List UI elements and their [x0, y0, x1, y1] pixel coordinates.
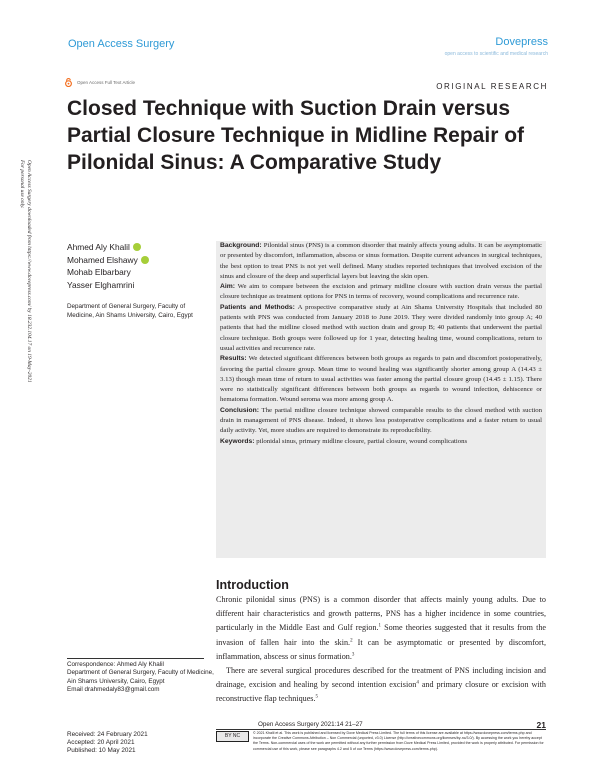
author-name: Yasser Elghamrini: [67, 279, 135, 290]
publisher-name: Dovepress: [495, 36, 548, 48]
introduction-heading: Introduction: [216, 578, 289, 592]
orcid-icon[interactable]: [133, 243, 141, 251]
publisher-logo: [445, 36, 548, 57]
date-accepted: Accepted: 20 April 2021: [67, 739, 135, 747]
introduction-paragraph: [216, 593, 546, 664]
abstract-conclusion-text: The partial midline closure technique showed comparable results to the closed method with suction drain in management of PNS disease. Indeed, it shows less postoperative complications and a faster return to usual daily activity. Yet, more studies are required to demonstrate its reproducibility.: [220, 406, 542, 435]
correspondence-name: Correspondence: Ahmed Aly Khalil: [67, 661, 164, 668]
download-banner-line2: For personal use only.: [19, 160, 25, 209]
intro-text: It can be asymptomatic or presented by discomfort, inflammation, abscess or sinus formation.: [216, 637, 546, 661]
abstract-background-label: Background:: [220, 242, 262, 249]
author-name: Ahmed Aly Khalil: [67, 242, 130, 252]
introduction-body: [216, 593, 546, 707]
abstract-aim: [220, 282, 542, 303]
citation-link[interactable]: 2: [350, 637, 353, 643]
abstract-results-label: Results:: [220, 355, 247, 363]
open-access-label: Open Access Full Text Article: [77, 80, 135, 85]
download-banner: [19, 160, 32, 560]
abstract-aim-label: Aim:: [220, 283, 235, 291]
article-section: ORIGINAL RESEARCH: [436, 82, 548, 91]
correspondence: [67, 661, 217, 695]
abstract-results-text: We detected significant differences between both groups as regards to pain and discomfort postoperatively, favoring the partial closure group. Mean time to wound healing was significantly shorter among group A (14.43 ± 3.13) though mean time of return to usual activities was faster among the partial closure group (14.45 ± 1.15). There were no statistically significant differences between both groups as regards to wound infection, dehiscence or hematoma formation. Wound seroma was more among group A.: [220, 355, 542, 404]
abstract-box: [216, 241, 546, 558]
intro-text: There are several surgical procedures described for the treatment of PNS including incision and drainage, excision and healing by second intention excision: [216, 666, 546, 690]
author-name: Mohab Elbarbary: [67, 267, 131, 278]
citation-link[interactable]: 3: [351, 652, 355, 658]
affiliation: Department of General Surgery, Faculty of Medicine, Ain Shams University, Cairo, Egypt: [67, 303, 193, 319]
intro-text: and primary closure or excision with reconstructive flap techniques.: [216, 680, 546, 704]
abstract-aim-text: We aim to compare between the excision and primary midline closure with suction drain versus the partial closure technique as treatment options for PNS in terms of recovery, wound complications and recurrence rate.: [220, 283, 542, 301]
introduction-paragraph: [216, 664, 546, 707]
citation-link[interactable]: 5: [315, 694, 318, 700]
correspondence-dept: Department of General Surgery, Faculty of Medicine, Ain Shams University, Cairo, Egypt: [67, 669, 214, 685]
correspondence-divider: [67, 658, 204, 659]
publisher-tagline: open access to scientific and medical research: [444, 51, 548, 57]
license-text: © 2021 Khalil et al. This work is published and licensed by Dove Medical Press Limited. The full terms of this license are available at https://www.dovepress.com/terms.php and incorporate the Creative Commons Attribution – Non Commercial (unported, v3.0) License (http://creativecommons.org/licenses/by-nc/3.0/). By accessing the work you hereby accept the Terms. Non-commercial uses of the work are permitted without any further permission from Dove Medical Press Limited, provided the work is properly attributed. For permission for commercial use of this work, please see paragraphs 4.2 and 5 of our Terms (https://www.dovepress.com/terms.php).: [253, 731, 544, 751]
abstract-conclusion: [220, 406, 542, 437]
article-dates: [67, 731, 148, 756]
intro-text: Chronic pilonidal sinus (PNS) is a common disorder that affects mainly young adults. Due to different hair characteristics and growth patterns, PNS has a higher incidence in some countries, particularly in the Middle East and Gulf region.: [216, 595, 546, 633]
intro-text: Some theories suggested that it results from the invasion of fallen hair into the skin.: [216, 623, 546, 647]
footer-citation: Open Access Surgery 2021:14 21–27: [258, 721, 363, 728]
abstract-background-text: Pilonidal sinus (PNS) is a common disorder that mainly affects young adults. It can be asymptomatic or presented by discomfort, inflammation, abscess or sinus formation. Despite current advances in surgical techniques, the best option to treat PNS is not yet well defined. Many studies reported techniques that involved excision of the sinus and closure of the deep and superficial layers but leaving the skin open.: [220, 242, 542, 280]
author-name: Mohamed Elshawy: [67, 254, 138, 265]
cc-license-icon[interactable]: [216, 731, 249, 742]
cc-label: BY NC: [224, 732, 241, 739]
abstract-background: [220, 241, 542, 282]
footer-divider: [216, 729, 546, 730]
download-banner-text: [18, 160, 32, 383]
open-access-lock-icon: [64, 78, 73, 87]
abstract-keywords-text: pilonidal sinus, primary midline closure, partial closure, wound complications: [256, 437, 468, 445]
journal-name: Open Access Surgery: [68, 38, 175, 50]
abstract-methods: [220, 303, 542, 354]
author-item: [67, 241, 149, 254]
abstract-keywords: [220, 437, 542, 447]
author-list: [67, 241, 149, 291]
article-title: Closed Technique with Suction Drain versus Partial Closure Technique in Midline Repair of Pilonidal Sinus: A Comparative Study: [67, 97, 525, 174]
license-block: [216, 731, 546, 752]
citation-link[interactable]: 1: [378, 623, 382, 629]
author-item: [67, 266, 149, 279]
citation-link[interactable]: 4: [416, 680, 419, 686]
abstract-results: [220, 354, 542, 405]
date-published: Published: 10 May 2021: [67, 747, 136, 755]
abstract-methods-label: Patients and Methods:: [220, 303, 295, 311]
abstract-keywords-label: Keywords:: [220, 437, 255, 445]
abstract-methods-text: A prospective comparative study at Ain Shams University Hospitals that included 80 patients with PNS was conducted from January 2018 to June 2019. They were divided randomly into group A; 40 patients that had the midline closed method with suction drain and group B; 40 patients that underwent the partial closure technique. Both groups were followed up for 1 year, detecting healing time, wound complications, return to usual activities and recurrence rate.: [220, 303, 542, 352]
open-access-badge: [64, 78, 135, 87]
correspondence-email[interactable]: Email drahmedaly83@gmail.com: [67, 686, 160, 694]
author-item: [67, 279, 149, 292]
page-number: 21: [536, 720, 546, 730]
orcid-icon[interactable]: [141, 256, 149, 264]
download-banner-line1: Open Access Surgery downloaded from https://www.dovepress.com/ by 18.232.104.17 on 19-May-2021: [26, 160, 32, 383]
abstract-conclusion-label: Conclusion:: [220, 406, 259, 414]
date-received: Received: 24 February 2021: [67, 731, 148, 738]
author-item: [67, 254, 149, 267]
